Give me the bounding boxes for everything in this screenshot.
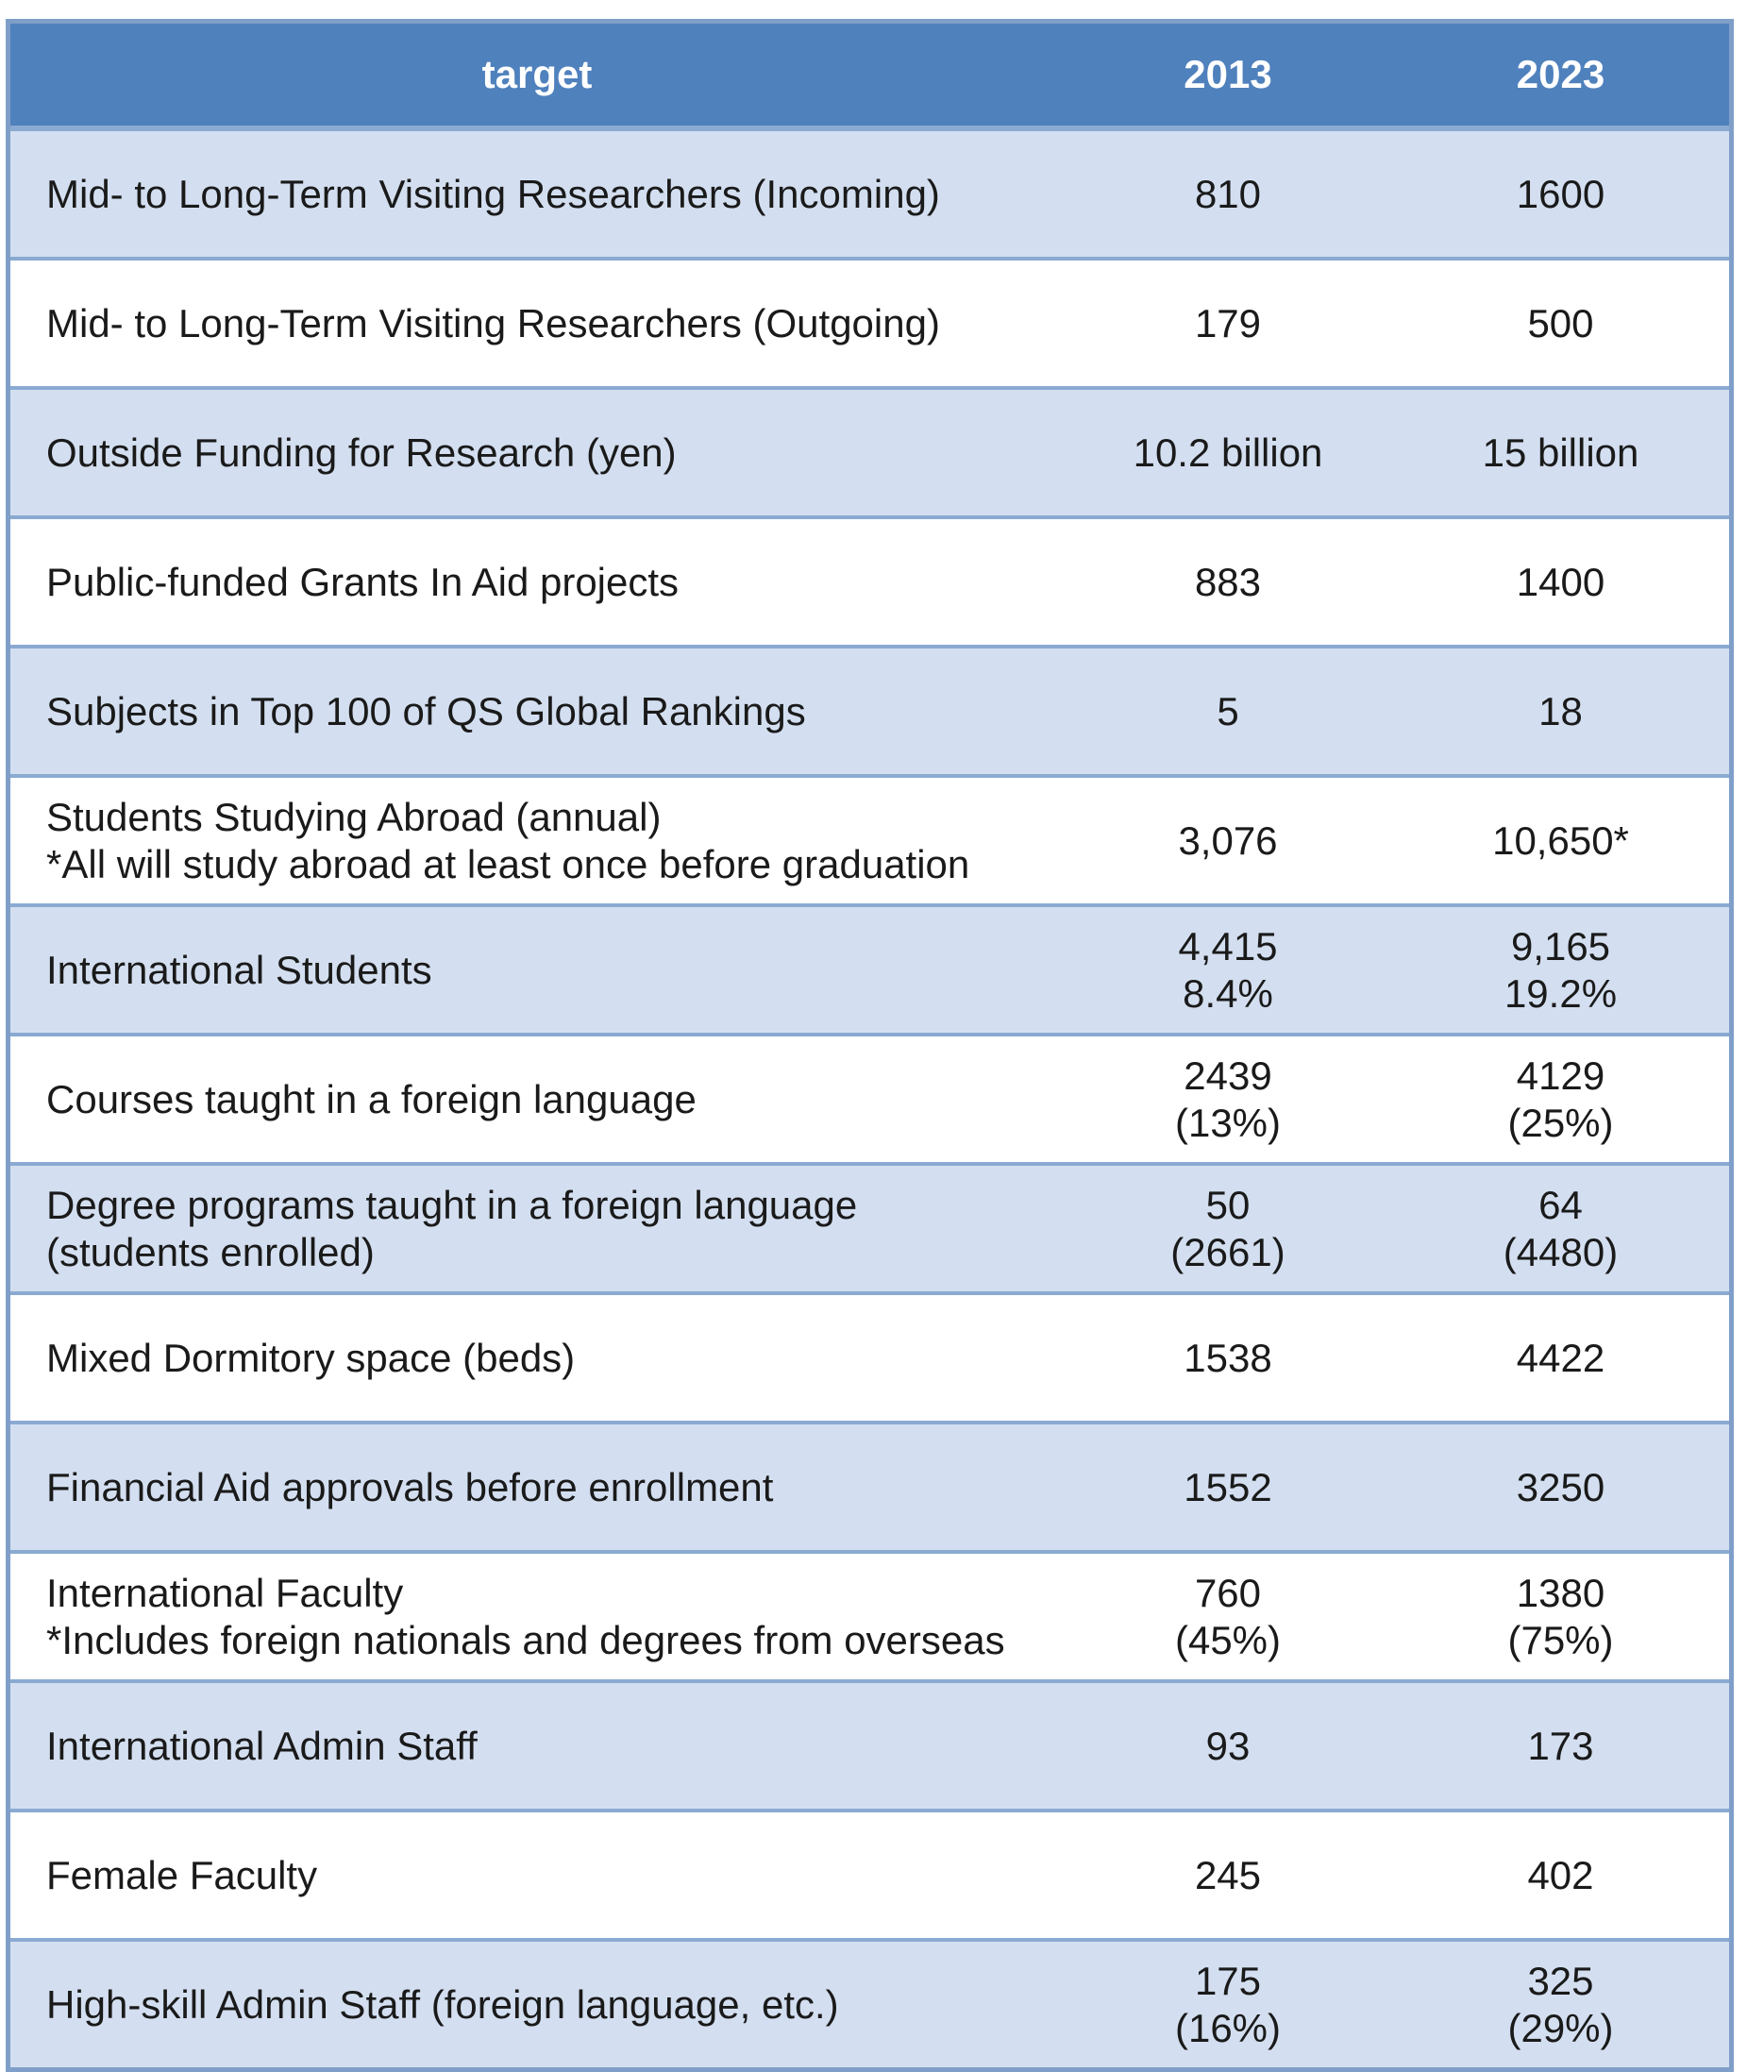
value-2013	[1064, 1035, 1392, 1164]
value-2023	[1392, 776, 1729, 905]
row-label	[10, 647, 1064, 776]
value-2023-line: 500	[1527, 300, 1594, 345]
row-label	[10, 1552, 1064, 1681]
value-2023-line: 4422	[1516, 1335, 1605, 1380]
value-2013-line: 175	[1194, 1958, 1262, 2003]
value-2023	[1392, 1423, 1729, 1552]
value-2013	[1064, 1164, 1392, 1293]
value-2013	[1064, 1681, 1392, 1811]
row-label-line: Financial Aid approvals before enrollment	[46, 1464, 774, 1509]
value-2013-line: 245	[1194, 1852, 1262, 1897]
table-row	[10, 1552, 1729, 1681]
row-label-line: Public-funded Grants In Aid projects	[46, 559, 680, 604]
value-2013	[1064, 647, 1392, 776]
table-row	[10, 1035, 1729, 1164]
row-label-line: Courses taught in a foreign language	[46, 1076, 697, 1121]
value-2023-line: 1380	[1516, 1570, 1605, 1615]
value-2013-line: 3,076	[1178, 817, 1278, 863]
value-2013-line: 50	[1205, 1182, 1251, 1227]
table-row	[10, 1940, 1729, 2067]
value-2023-line: 1400	[1516, 559, 1605, 604]
row-label-line: Subjects in Top 100 of QS Global Rankings	[46, 688, 806, 733]
value-2023	[1392, 1681, 1729, 1811]
value-2013-sub: (45%)	[1174, 1617, 1282, 1662]
row-label	[10, 1681, 1064, 1811]
value-2023	[1392, 1293, 1729, 1423]
value-2023-line: 18	[1538, 688, 1583, 733]
table-header-row	[10, 24, 1729, 128]
value-2013-line: 2439	[1184, 1053, 1272, 1098]
table-row	[10, 776, 1729, 905]
value-2013-sub: (2661)	[1170, 1229, 1285, 1274]
row-label	[10, 905, 1064, 1035]
row-label-line: Mid- to Long-Term Visiting Researchers (Incoming)	[46, 171, 940, 216]
value-2013-line: 93	[1205, 1723, 1251, 1768]
row-label-note: (students enrolled)	[46, 1229, 375, 1274]
value-2013-sub: (16%)	[1174, 2005, 1282, 2050]
table-row	[10, 128, 1729, 259]
value-2013-sub: 8.4%	[1183, 970, 1273, 1016]
value-2023-line: 4129	[1516, 1053, 1605, 1098]
value-2023	[1392, 128, 1729, 259]
table-row	[10, 517, 1729, 647]
value-2013-sub: (13%)	[1174, 1100, 1282, 1145]
value-2023-line: 1600	[1516, 171, 1605, 216]
table-row	[10, 1811, 1729, 1940]
header-target: target	[10, 24, 1064, 128]
value-2013-line: 5	[1217, 688, 1239, 733]
value-2023-line: 402	[1527, 1852, 1594, 1897]
row-label	[10, 128, 1064, 259]
targets-table-container	[6, 19, 1734, 2072]
row-label	[10, 259, 1064, 388]
row-label	[10, 1035, 1064, 1164]
header-2013: 2013	[1064, 24, 1392, 128]
row-label	[10, 388, 1064, 517]
row-label-line: International Faculty	[46, 1570, 404, 1615]
row-label-line: Degree programs taught in a foreign language	[46, 1182, 858, 1227]
value-2013-line: 810	[1194, 171, 1262, 216]
value-2023	[1392, 1035, 1729, 1164]
value-2023	[1392, 259, 1729, 388]
row-label	[10, 1423, 1064, 1552]
table-row	[10, 1423, 1729, 1552]
row-label-line: Mixed Dormitory space (beds)	[46, 1335, 576, 1380]
table-row	[10, 1164, 1729, 1293]
value-2013	[1064, 1552, 1392, 1681]
row-label-line: Outside Funding for Research (yen)	[46, 430, 677, 475]
value-2023	[1392, 1164, 1729, 1293]
table-row	[10, 1293, 1729, 1423]
row-label	[10, 1940, 1064, 2067]
value-2023-line: 9,165	[1510, 923, 1611, 969]
value-2023-line: 3250	[1516, 1464, 1605, 1509]
value-2023	[1392, 388, 1729, 517]
value-2013	[1064, 1811, 1392, 1940]
value-2023-sub: (75%)	[1507, 1617, 1614, 1662]
row-label-note: *All will study abroad at least once before graduation	[46, 841, 970, 886]
row-label	[10, 517, 1064, 647]
table-row	[10, 388, 1729, 517]
value-2013	[1064, 905, 1392, 1035]
table-row	[10, 1681, 1729, 1811]
value-2023	[1392, 905, 1729, 1035]
table-row	[10, 259, 1729, 388]
header-2023: 2023	[1392, 24, 1729, 128]
value-2023	[1392, 1552, 1729, 1681]
value-2023-sub: 19.2%	[1504, 970, 1618, 1016]
value-2013-line: 760	[1194, 1570, 1262, 1615]
value-2013-line: 179	[1194, 300, 1262, 345]
value-2013	[1064, 1293, 1392, 1423]
row-label	[10, 1811, 1064, 1940]
value-2023	[1392, 517, 1729, 647]
value-2013	[1064, 1423, 1392, 1552]
value-2023	[1392, 1940, 1729, 2067]
value-2023-sub: (29%)	[1507, 2005, 1614, 2050]
row-label	[10, 1164, 1064, 1293]
value-2013-line: 10.2 billion	[1133, 430, 1323, 475]
row-label-line: Female Faculty	[46, 1852, 318, 1897]
value-2013-line: 1538	[1184, 1335, 1272, 1380]
value-2013	[1064, 128, 1392, 259]
value-2023	[1392, 647, 1729, 776]
value-2013	[1064, 517, 1392, 647]
value-2023-line: 64	[1538, 1182, 1583, 1227]
row-label-line: Students Studying Abroad (annual)	[46, 794, 662, 839]
table-row	[10, 647, 1729, 776]
value-2023	[1392, 1811, 1729, 1940]
row-label-line: High-skill Admin Staff (foreign language, etc.)	[46, 1981, 839, 2027]
row-label-note: *Includes foreign nationals and degrees from overseas	[46, 1617, 1005, 1662]
row-label	[10, 1293, 1064, 1423]
value-2013	[1064, 1940, 1392, 2067]
value-2023-line: 173	[1527, 1723, 1594, 1768]
value-2023-line: 10,650*	[1492, 817, 1629, 863]
row-label-line: International Students	[46, 947, 432, 992]
value-2023-sub: (25%)	[1507, 1100, 1614, 1145]
row-label-line: International Admin Staff	[46, 1723, 478, 1768]
value-2013	[1064, 776, 1392, 905]
row-label	[10, 776, 1064, 905]
value-2013	[1064, 388, 1392, 517]
value-2013	[1064, 259, 1392, 388]
value-2013-line: 883	[1194, 559, 1262, 604]
value-2023-line: 15 billion	[1482, 430, 1639, 475]
table-row	[10, 905, 1729, 1035]
value-2013-line: 1552	[1184, 1464, 1272, 1509]
targets-table	[10, 24, 1729, 2067]
row-label-line: Mid- to Long-Term Visiting Researchers (Outgoing)	[46, 300, 940, 345]
value-2013-line: 4,415	[1178, 923, 1278, 969]
value-2023-sub: (4480)	[1503, 1229, 1619, 1274]
value-2023-line: 325	[1527, 1958, 1594, 2003]
